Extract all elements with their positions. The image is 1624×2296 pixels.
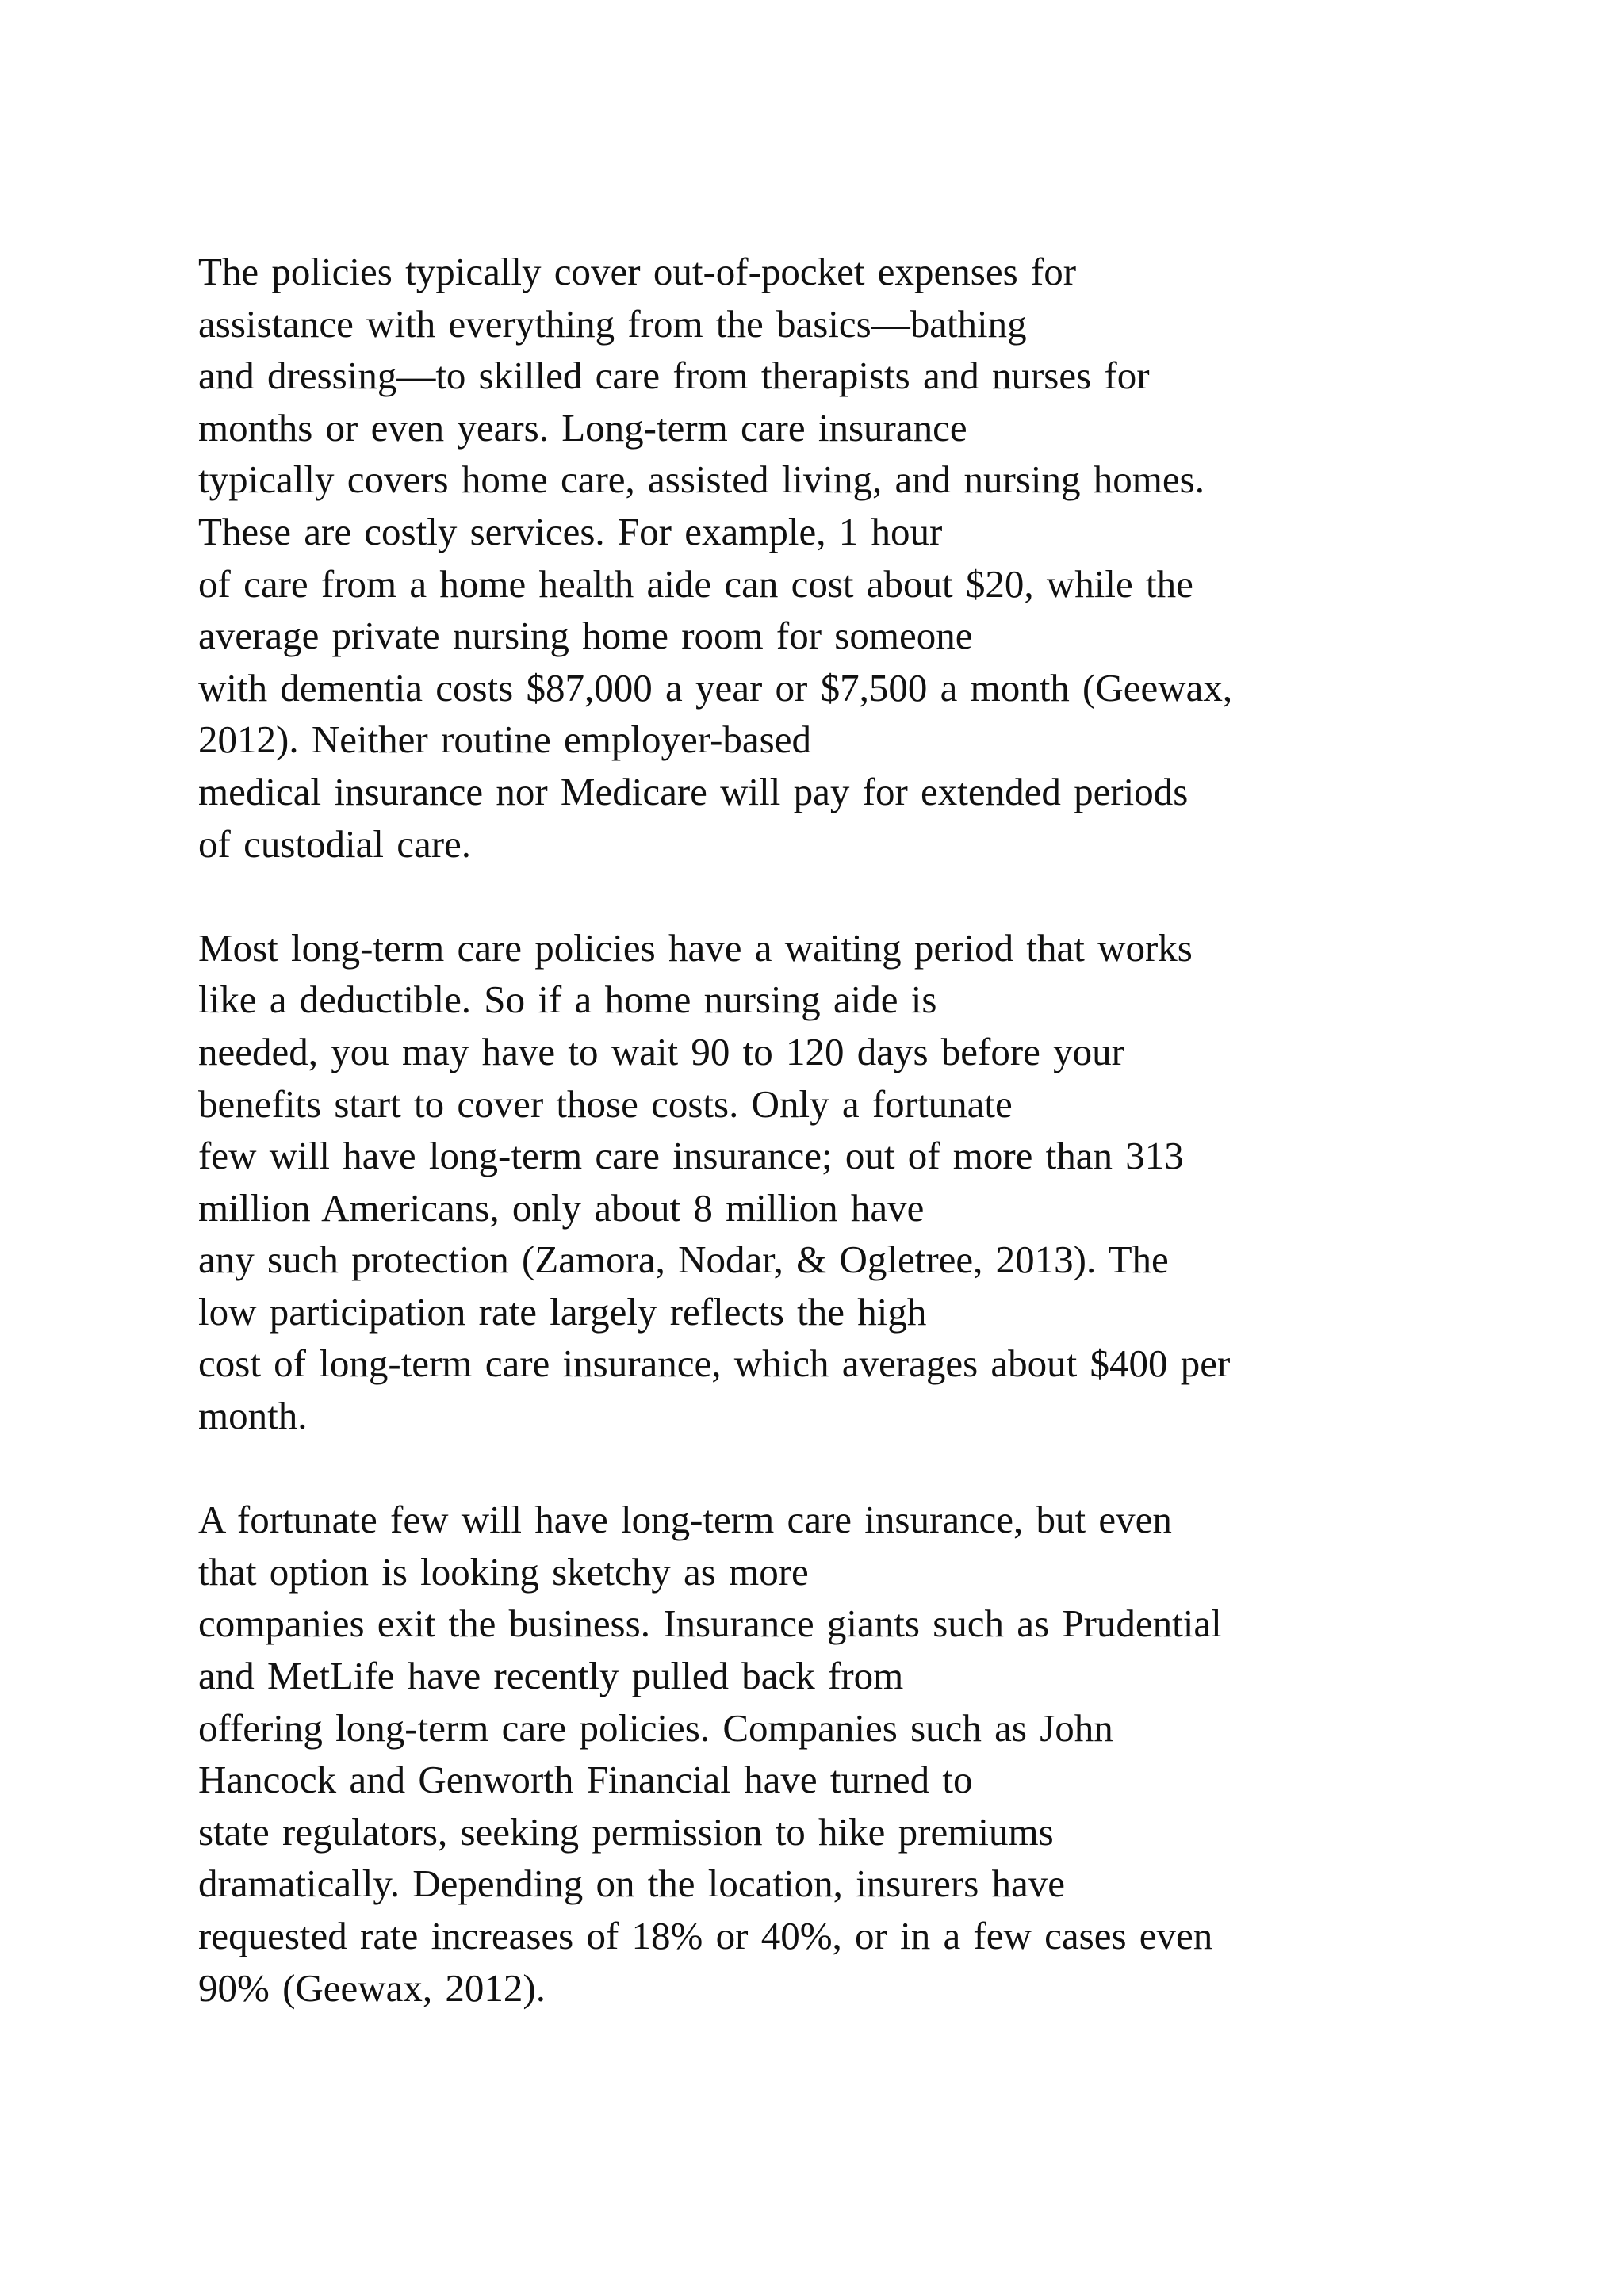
- text-line: A fortunate few will have long-term care insurance, but even: [198, 1498, 1172, 1542]
- text-line: companies exit the business. Insurance giants such as Prudential: [198, 1601, 1222, 1646]
- text-line: low participation rate largely reflects the high: [198, 1289, 927, 1334]
- text-line: The policies typically cover out-of-pocket expenses for: [198, 250, 1077, 293]
- text-line: average private nursing home room for someone: [198, 614, 973, 658]
- text-line: cost of long-term care insurance, which averages about $400 per: [198, 1341, 1231, 1386]
- text-line: 90% (Geewax, 2012).: [198, 1965, 546, 2010]
- text-line: and MetLife have recently pulled back from: [198, 1654, 904, 1698]
- text-line: with dementia costs $87,000 a year or $7,500 a month (Geewax,: [198, 665, 1233, 710]
- text-line: few will have long-term care insurance; out of more than 313: [198, 1134, 1184, 1178]
- text-line: assistance with everything from the basics—bathing: [198, 301, 1027, 346]
- text-line: month.: [198, 1394, 308, 1438]
- text-line: dramatically. Depending on the location, insurers have: [198, 1862, 1066, 1906]
- paragraph-2: [198, 922, 1562, 1442]
- paragraph-3: [198, 1494, 1562, 2014]
- text-line: of care from a home health aide can cost about $20, while the: [198, 561, 1193, 606]
- text-line: of custodial care.: [198, 821, 472, 866]
- text-line: like a deductible. So if a home nursing aide is: [198, 978, 937, 1022]
- text-line: benefits start to cover those costs. Only a fortunate: [198, 1081, 1013, 1126]
- text-line: medical insurance nor Medicare will pay for extended periods: [198, 769, 1189, 813]
- text-line: that option is looking sketchy as more: [198, 1549, 809, 1594]
- text-line: needed, you may have to wait 90 to 120 days before your: [198, 1029, 1124, 1073]
- text-line: typically covers home care, assisted living, and nursing homes.: [198, 457, 1205, 502]
- text-line: Most long-term care policies have a waiting period that works: [198, 925, 1193, 970]
- text-line: million Americans, only about 8 million have: [198, 1185, 925, 1230]
- text-line: any such protection (Zamora, Nodar, & Ogletree, 2013). The: [198, 1238, 1169, 1282]
- text-line: requested rate increases of 18% or 40%, or in a few cases even: [198, 1914, 1213, 1957]
- text-line: months or even years. Long-term care insurance: [198, 405, 967, 450]
- paragraph-1: [198, 246, 1562, 870]
- text-line: Hancock and Genworth Financial have turned to: [198, 1758, 973, 1802]
- text-line: state regulators, seeking permission to hike premiums: [198, 1809, 1054, 1854]
- text-line: These are costly services. For example, 1 hour: [198, 509, 943, 553]
- text-line: offering long-term care policies. Companies such as John: [198, 1705, 1113, 1750]
- text-line: and dressing—to skilled care from therapists and nurses for: [198, 354, 1150, 398]
- document-body: [198, 246, 1562, 2014]
- text-line: 2012). Neither routine employer-based: [198, 718, 811, 762]
